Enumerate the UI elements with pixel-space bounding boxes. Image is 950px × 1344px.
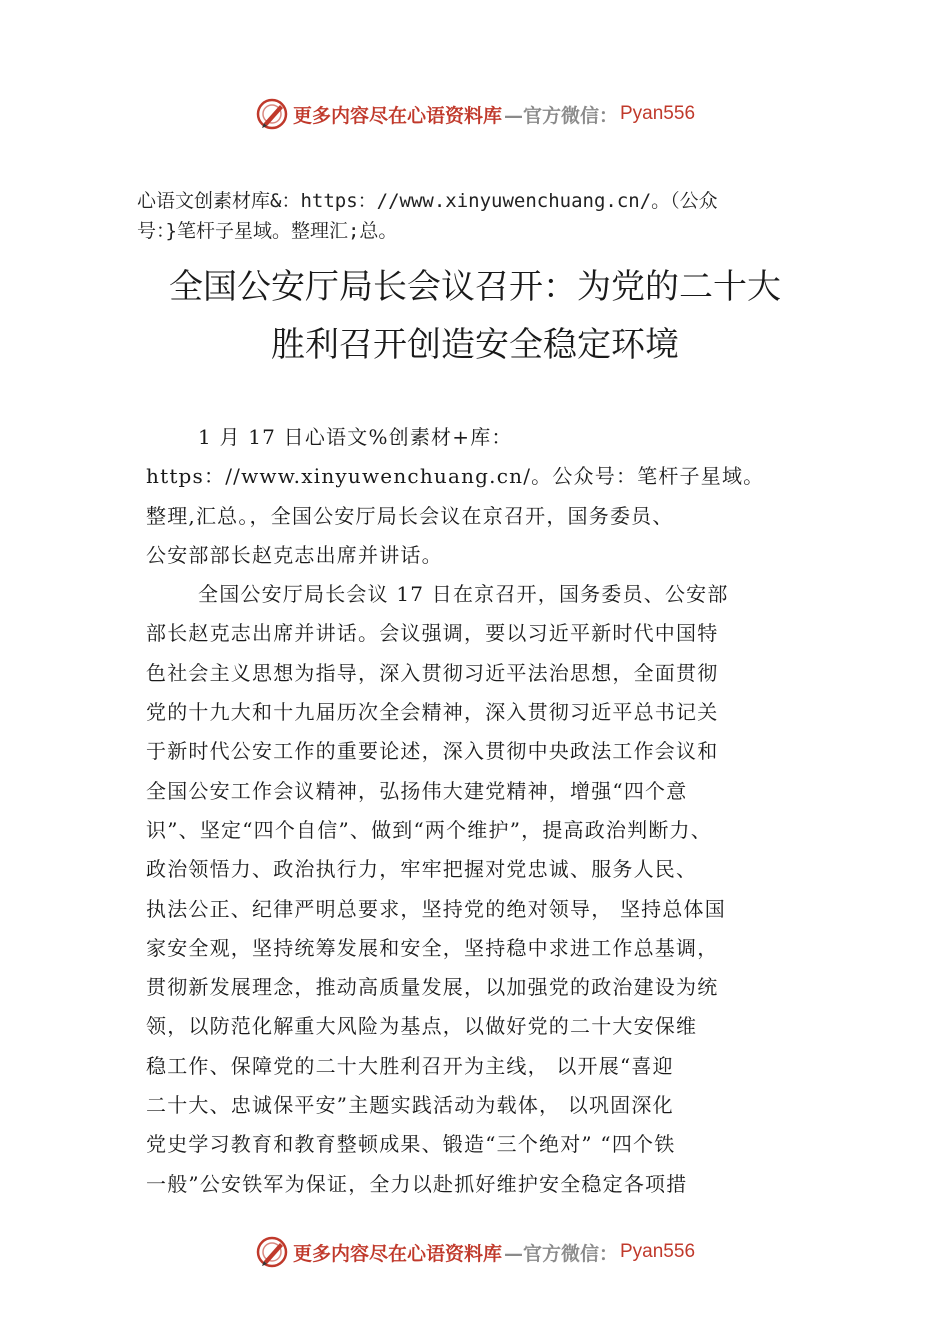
title-line: 胜利召开创造安全稳定环境 [271,325,679,365]
banner-wechat-id: Pyan556 [620,1241,696,1262]
banner-wechat-id: Pyan556 [620,103,696,124]
body-line: 公安部部长赵克志出席并讲话。 [146,542,443,567]
pen-logo-icon [255,1235,289,1269]
body-line: 二十大、忠诚保平安”主题实践活动为载体， 以巩固深化 [146,1093,674,1118]
body-line: 整理,汇总。，全国公安厅局长会议在京召开，国务委员、 [146,503,674,528]
body-line: 识”、坚定“四个自信”、做到“两个维护”，提高政治判断力、 [146,817,712,842]
body-line: 贯彻新发展理念，推动高质量发展，以加强党的政治建设为统 [146,975,719,1000]
header-banner [0,94,950,134]
banner-brand-text: 更多内容尽在心语资料库 [292,104,502,127]
body-line: 政治领悟力、政治执行力，牢牢把握对党忠诚、服务人民、 [146,857,698,882]
body-line: 执法公正、纪律严明总要求，坚持党的绝对领导， 坚持总体国 [146,896,726,921]
banner-wechat-label: —官方微信： [503,104,618,127]
source-note-line: 号：}笔杆子星域。整理汇;总。 [137,220,398,242]
banner-wechat-label: —官方微信： [503,1242,618,1265]
body-line: 领，以防范化解重大风险为基点，以做好党的二十大安保维 [146,1014,698,1039]
footer-banner [0,1232,950,1272]
body-line: 稳工作、保障党的二十大胜利召开为主线， 以开展“喜迎 [146,1053,674,1078]
body-line: https：//www.xinyuwenchuang.cn/。公众号：笔杆子星域。 [146,464,765,489]
title-line: 全国公安厅局长会议召开：为党的二十大 [169,267,781,307]
body-line: 党史学习教育和教育整顿成果、锻造“三个绝对” “四个铁 [146,1132,676,1157]
source-note-line: 心语文创素材库&：https：//www.xinyuwenchuang.cn/。（公众 [137,190,718,212]
body-line: 全国公安工作会议精神，弘扬伟大建党精神，增强“四个意 [146,778,688,803]
body-line: 部长赵克志出席并讲话。会议强调，要以习近平新时代中国特 [146,621,719,646]
body-line: 色社会主义思想为指导，深入贯彻习近平法治思想，全面贯彻 [146,660,719,685]
body-line: 党的十九大和十九届历次全会精神，深入贯彻习近平总书记关 [146,700,719,725]
banner-brand-text: 更多内容尽在心语资料库 [292,1242,502,1265]
article-body [146,418,816,1204]
body-line: 于新时代公安工作的重要论述，深入贯彻中央政法工作会议和 [146,739,719,764]
body-line: 一般”公安铁军为保证，全力以赴抓好维护安全稳定各项措 [146,1171,688,1196]
body-line: 1 月 17 日心语文%创素材+库： [198,425,513,449]
article-title [0,258,950,374]
source-note [137,186,837,246]
body-line: 家安全观，坚持统筹发展和安全，坚持稳中求进工作总基调， [146,935,719,960]
pen-logo-icon [255,97,289,131]
body-line: 全国公安厅局长会议 17 日在京召开，国务委员、公安部 [198,582,729,607]
